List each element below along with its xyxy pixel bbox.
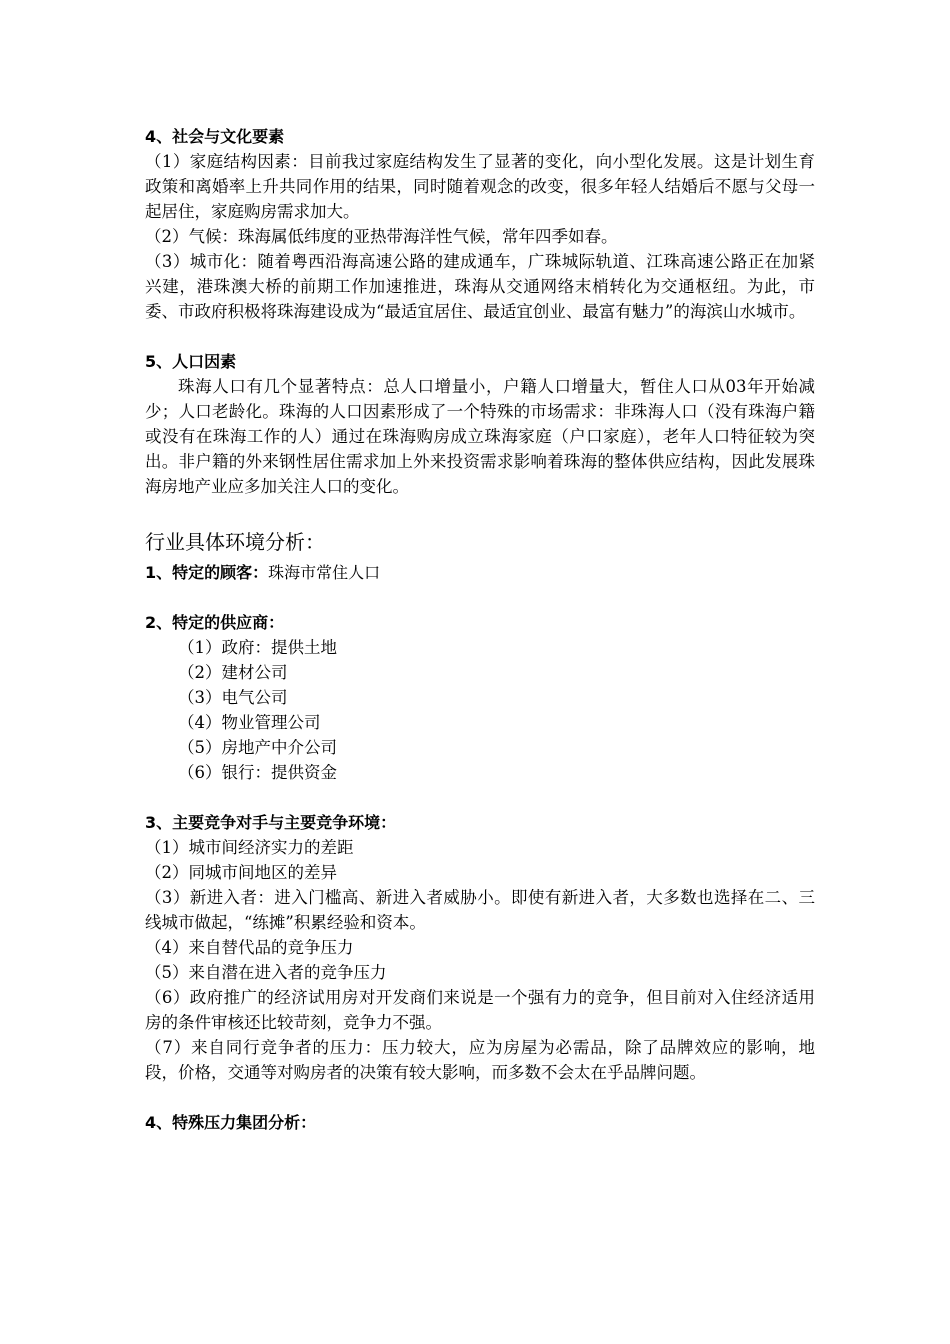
section-4-item-3: （3）城市化：随着粤西沿海高速公路的建成通车，广珠城际轨道、江珠高速公路正在加紧兴建，港珠澳大桥的前期工作加速推进，珠海从交通网络末梢转化为交通枢纽。为此，市委、市政府积极将珠海建设成为“最适宜居住、最适宜创业、最富有魅力”的海滨山水城市。	[145, 252, 815, 321]
competition-item: （2）同城市间地区的差异	[145, 863, 337, 882]
supplier-item: （5）房地产中介公司	[178, 738, 337, 757]
spacer	[145, 324, 815, 349]
document-page	[145, 124, 815, 1135]
industry-heading: 行业具体环境分析：	[145, 530, 325, 554]
customer-label: 1、特定的顾客：	[145, 563, 269, 582]
customer-value: 珠海市常住人口	[268, 563, 381, 582]
competition-item: （5）来自潜在进入者的竞争压力	[145, 963, 387, 982]
competition-item: （6）政府推广的经济试用房对开发商们来说是一个强有力的竞争，但目前对入住经济适用房的条件审核还比较苛刻，竞争力不强。	[145, 988, 815, 1032]
spacer	[145, 1085, 815, 1110]
competition-item: （7）来自同行竞争者的压力：压力较大，应为房屋为必需品，除了品牌效应的影响，地段，价格，交通等对购房者的决策有较大影响，而多数不会太在乎品牌问题。	[145, 1038, 815, 1082]
section-4-item-1: （1）家庭结构因素：目前我过家庭结构发生了显著的变化，向小型化发展。这是计划生育政策和离婚率上升共同作用的结果，同时随着观念的改变，很多年轻人结婚后不愿与父母一起居住，家庭购房需求加大。	[145, 152, 815, 221]
section-4-item-2: （2）气候：珠海属低纬度的亚热带海洋性气候，常年四季如春。	[145, 227, 618, 246]
pressure-groups-title: 4、特殊压力集团分析：	[145, 1113, 317, 1132]
supplier-item: （1）政府：提供土地	[178, 638, 337, 657]
suppliers-title: 2、特定的供应商：	[145, 613, 285, 632]
section-4-title: 4、社会与文化要素	[145, 127, 285, 146]
supplier-item: （4）物业管理公司	[178, 713, 321, 732]
section-5-body: 珠海人口有几个显著特点：总人口增量小，户籍人口增量大，暂住人口从03年开始减少；人口老龄化。珠海的人口因素形成了一个特殊的市场需求：非珠海人口（没有珠海户籍或没有在珠海工作的人）通过在珠海购房成立珠海家庭（户口家庭），老年人口特征较为突出。非户籍的外来钢性居住需求加上外来投资需求影响着珠海的整体供应结构，因此发展珠海房地产业应多加关注人口的变化。	[145, 377, 815, 496]
competition-item: （1）城市间经济实力的差距	[145, 838, 354, 857]
spacer	[145, 785, 815, 810]
supplier-item: （6）银行：提供资金	[178, 763, 337, 782]
competition-title: 3、主要竞争对手与主要竞争环境：	[145, 813, 397, 832]
spacer	[145, 585, 815, 610]
spacer	[145, 499, 815, 524]
competition-item: （4）来自替代品的竞争压力	[145, 938, 354, 957]
competition-item: （3）新进入者：进入门槛高、新进入者威胁小。即使有新进入者，大多数也选择在二、三线城市做起，“练摊”积累经验和资本。	[145, 888, 815, 932]
supplier-item: （3）电气公司	[178, 688, 288, 707]
section-5-title: 5、人口因素	[145, 352, 237, 371]
customer-line	[145, 560, 815, 585]
supplier-item: （2）建材公司	[178, 663, 288, 682]
